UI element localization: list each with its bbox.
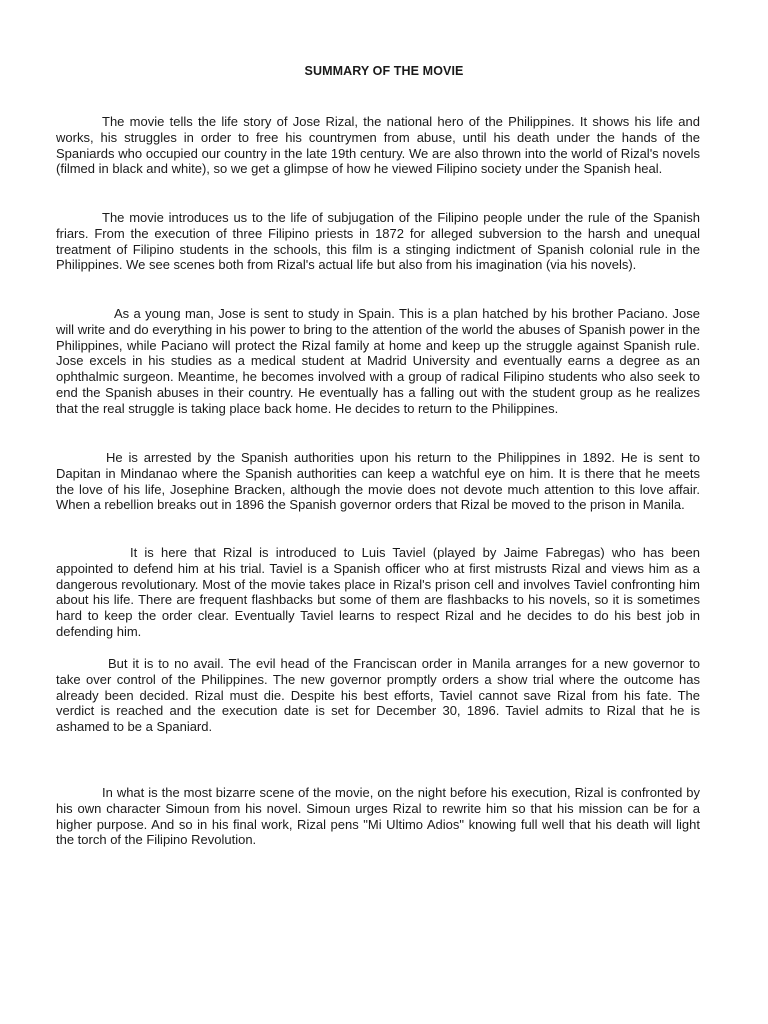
paragraph-introduction: The movie tells the life story of Jose Rizal, the national hero of the Philippines. It shows his life and works, his struggles in order to free his countrymen from abuse, until his death under the hands of the Spaniards who occupied our country in the late 19th century. We are also thrown into the world of Rizal's novels (filmed in black and white), so we get a glimpse of how he viewed Filipino society under the Spanish heal.: [56, 114, 700, 177]
paragraph-study-in-spain: As a young man, Jose is sent to study in Spain. This is a plan hatched by his brother Paciano. Jose will write and do everything in his power to bring to the attention of the world the abuses of Spanish power in the Philippines, while Paciano will protect the Rizal family at home and keep up the struggle against Spanish rule. Jose excels in his studies as a medical student at Madrid University and eventually earns a degree as an ophthalmic surgeon. Meantime, he becomes involved with a group of radical Filipino students who also seek to end the Spanish abuses in their country. He eventually has a falling out with the student group as he realizes that the real struggle is taking place back home. He decides to return to the Philippines.: [56, 306, 700, 416]
paragraph-taviel: It is here that Rizal is introduced to Luis Taviel (played by Jaime Fabregas) who has been appointed to defend him at his trial. Taviel is a Spanish officer who at first mistrusts Rizal and views him as a dangerous revolutionary. Most of the movie takes place in Rizal's prison cell and involves Taviel confronting him about his life. There are frequent flashbacks but some of them are flashbacks to his novels, so it is sometimes hard to keep the order clear. Eventually Taviel learns to respect Rizal and he decides to do his best job in defending him.: [56, 545, 700, 639]
document-title: SUMMARY OF THE MOVIE: [304, 64, 464, 78]
paragraph-subjugation: The movie introduces us to the life of subjugation of the Filipino people under the rule of the Spanish friars. From the execution of three Filipino priests in 1872 for alleged subversion to the harsh and unequal treatment of Filipino students in the schools, this film is a stinging indictment of Spanish colonial rule in the Philippines. We see scenes both from Rizal's actual life but also from his imagination (via his novels).: [56, 210, 700, 273]
paragraph-trial: But it is to no avail. The evil head of the Franciscan order in Manila arranges for a new governor to take over control of the Philippines. The new governor promptly orders a show trial where the outcome has already been decided. Rizal must die. Despite his best efforts, Taviel cannot save Rizal from his fate. The verdict is reached and the execution date is set for December 30, 1896. Taviel admits to Rizal that he is ashamed to be a Spaniard.: [56, 656, 700, 735]
paragraph-final-scene: In what is the most bizarre scene of the movie, on the night before his execution, Rizal is confronted by his own character Simoun from his novel. Simoun urges Rizal to rewrite him so that his mission can be for a higher purpose. And so in his final work, Rizal pens "Mi Ultimo Adios" knowing full well that his death will light the torch of the Filipino Revolution.: [56, 785, 700, 848]
paragraph-arrest: He is arrested by the Spanish authorities upon his return to the Philippines in 1892. He is sent to Dapitan in Mindanao where the Spanish authorities can keep a watchful eye on him. It is there that he meets the love of his life, Josephine Bracken, although the movie does not devote much attention to this love affair. When a rebellion breaks out in 1896 the Spanish governor orders that Rizal be moved to the prison in Manila.: [56, 450, 700, 513]
